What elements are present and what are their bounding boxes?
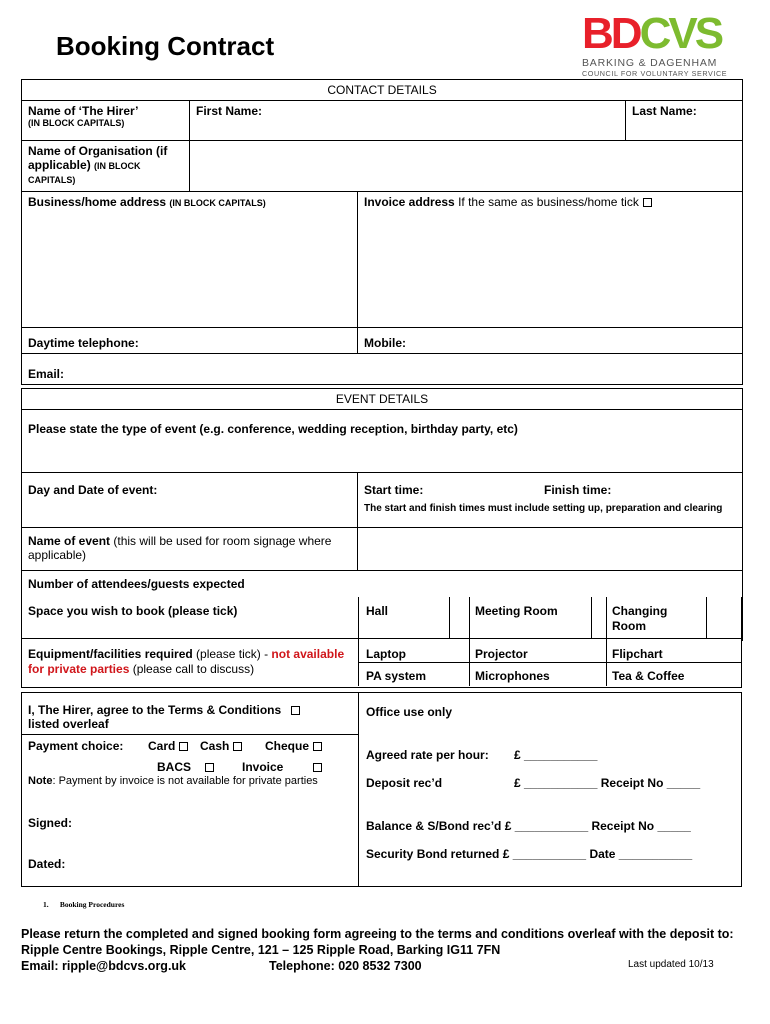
space-changing-room[interactable]: Changing Room [612, 604, 668, 633]
contact-telephone: Telephone: 020 8532 7300 [269, 959, 422, 973]
terms-checkbox[interactable] [291, 706, 300, 715]
attendees-field[interactable]: Number of attendees/guests expected [22, 571, 743, 598]
deposit-label: Deposit rec’d [366, 776, 443, 790]
equipment-projector[interactable]: Projector [475, 647, 528, 661]
equipment-flipchart[interactable]: Flipchart [612, 647, 663, 661]
booking-procedures-item: 1. Booking Procedures [43, 900, 125, 909]
logo-line1: BARKING & DAGENHAM [582, 57, 718, 69]
equipment-label: Equipment/facilities required (please tick) - not available for private parties (please call to discuss) [28, 647, 345, 676]
last-updated: Last updated 10/13 [628, 959, 714, 970]
organisation-label: Name of Organisation (if applicable) (IN BLOCK CAPITALS) [22, 141, 190, 192]
event-details-header: EVENT DETAILS [22, 389, 743, 410]
event-type-field[interactable]: Please state the type of event (e.g. conference, wedding reception, birthday party, etc) [22, 410, 743, 473]
payment-bacs[interactable]: BACS [157, 760, 214, 774]
agreed-rate-field[interactable]: £ ___________ [514, 748, 598, 762]
space-meeting-room[interactable]: Meeting Room [475, 604, 558, 618]
contact-email[interactable]: Email: ripple@bdcvs.org.uk [21, 959, 187, 973]
organisation-field[interactable] [190, 141, 743, 192]
daytime-telephone-field[interactable]: Daytime telephone: [22, 328, 358, 354]
equipment-tea-coffee[interactable]: Tea & Coffee [612, 669, 685, 683]
email-field[interactable]: Email: [22, 354, 743, 385]
bdcvs-logo [582, 9, 742, 80]
return-address: Ripple Centre Bookings, Ripple Centre, 121 – 125 Ripple Road, Barking IG11 7FN [21, 943, 501, 957]
start-time-label: Start time: [364, 483, 424, 497]
space-equipment-grid [21, 597, 742, 688]
payment-cheque[interactable]: Cheque [265, 739, 322, 753]
times-note: The start and finish times must include setting up, preparation and clearing [364, 503, 723, 514]
hirer-label: Name of ‘The Hirer’ (IN BLOCK CAPITALS) [22, 101, 190, 141]
balance-field[interactable]: Balance & S/Bond rec’d £ ___________ Receipt No _____ [366, 819, 691, 833]
event-name-field[interactable] [358, 528, 743, 571]
finish-time-label: Finish time: [544, 483, 612, 497]
equipment-microphones[interactable]: Microphones [475, 669, 550, 683]
bond-returned-field[interactable]: Security Bond returned £ ___________ Date ___________ [366, 847, 693, 861]
event-date-field[interactable]: Day and Date of event: [22, 473, 358, 528]
equipment-laptop[interactable]: Laptop [366, 647, 406, 661]
last-name-field[interactable]: Last Name: [626, 101, 743, 141]
invoice-address-field[interactable]: Invoice address If the same as business/home tick [358, 192, 743, 328]
space-hall[interactable]: Hall [366, 604, 389, 618]
deposit-field[interactable]: £ ___________ Receipt No _____ [514, 776, 701, 790]
dated-field[interactable]: Dated: [28, 857, 66, 871]
logo-line2: COUNCIL FOR VOLUNTARY SERVICE [582, 69, 728, 78]
return-instructions [21, 926, 734, 974]
contact-details-header: CONTACT DETAILS [22, 80, 743, 101]
office-use-header: Office use only [366, 705, 453, 719]
signed-field[interactable]: Signed: [28, 816, 72, 830]
mobile-field[interactable]: Mobile: [358, 328, 743, 354]
contact-details-table [21, 79, 743, 385]
agreement-office-box [21, 692, 742, 887]
space-label-text: Space you wish to book (please tick) [28, 604, 238, 618]
event-times-field[interactable] [358, 473, 743, 528]
business-address-field[interactable]: Business/home address (IN BLOCK CAPITALS) [22, 192, 358, 328]
first-name-field[interactable]: First Name: [190, 101, 626, 141]
logo-letters: BDCVS [582, 9, 722, 58]
event-name-label: Name of event (this will be used for room signage where applicable) [22, 528, 358, 571]
payment-card[interactable]: Card [148, 739, 188, 753]
payment-cash[interactable]: Cash [200, 739, 242, 753]
payment-invoice[interactable]: Invoice [242, 760, 322, 774]
equipment-pa-system[interactable]: PA system [366, 669, 427, 683]
payment-note: Note: Payment by invoice is not available for private parties [28, 775, 318, 787]
page-title: Booking Contract [56, 31, 275, 61]
payment-choice-label: Payment choice: [28, 739, 124, 753]
return-line1: Please return the completed and signed booking form agreeing to the terms and conditions overleaf with the deposit to: [21, 927, 734, 941]
invoice-same-checkbox[interactable] [643, 198, 652, 207]
agreed-rate-label: Agreed rate per hour: [366, 748, 489, 762]
terms-agreement[interactable]: I, The Hirer, agree to the Terms & Conditions listed overleaf [28, 703, 348, 731]
